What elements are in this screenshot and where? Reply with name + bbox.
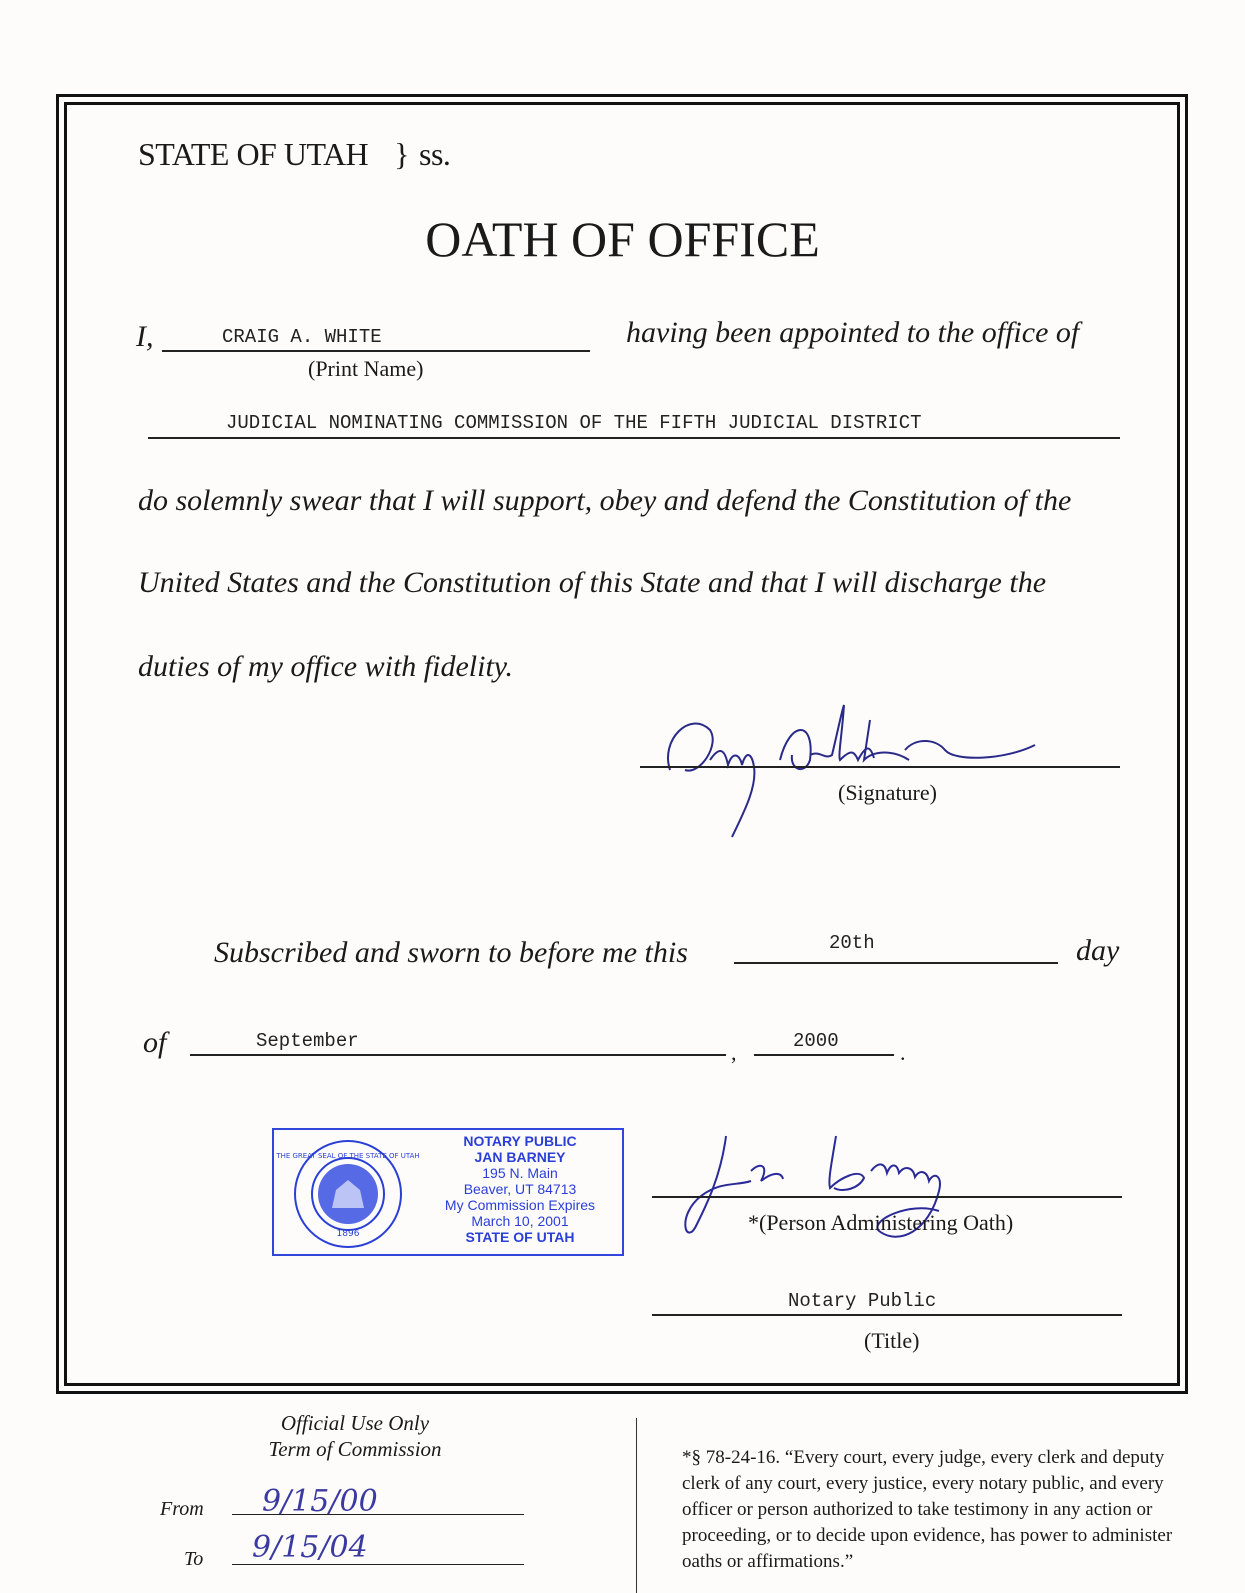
office-line [148, 437, 1120, 439]
print-name-line [162, 350, 590, 352]
office-value: JUDICIAL NOMINATING COMMISSION OF THE FIFTH JUDICIAL DISTRICT [226, 412, 922, 434]
stamp-line-1: NOTARY PUBLIC [463, 1133, 577, 1149]
notary-signature [676, 1126, 1036, 1256]
oath-line-1: do solemnly swear that I will support, obey and defend the Constitution of the [138, 484, 1072, 517]
footer-divider [636, 1418, 637, 1593]
administering-label: *(Person Administering Oath) [748, 1210, 1014, 1235]
day-value: 20th [829, 932, 875, 954]
oath-line-2: United States and the Constitution of this State and that I will discharge the [138, 566, 1047, 599]
month-value: September [256, 1030, 359, 1052]
official-use-line-2: Term of Commission [268, 1437, 442, 1461]
svg-text:THE GREAT SEAL OF THE STATE OF: THE GREAT SEAL OF THE STATE OF UTAH [276, 1152, 420, 1160]
year-line [754, 1054, 894, 1056]
svg-text:1896: 1896 [336, 1229, 360, 1239]
statute-footnote: *§ 78-24-16. “Every court, every judge, every clerk and deputy clerk of any court, every justice, every notary public, and every officer or person authorized to take testimony in any action or proceeding, or to decide upon evidence, has power to administer oaths or affirmations.” [682, 1447, 1173, 1572]
official-use-heading [240, 1410, 470, 1462]
day-line [734, 962, 1058, 964]
utah-state-seal [276, 1138, 420, 1250]
from-value: 9/15/00 [262, 1484, 378, 1519]
official-use-line-1: Official Use Only [280, 1411, 430, 1435]
title-line [652, 1314, 1122, 1316]
state-heading [138, 136, 450, 173]
from-label: From [160, 1498, 204, 1520]
day-label: day [1076, 934, 1120, 967]
ss-label: ss. [419, 136, 451, 172]
stamp-line-2: JAN BARNEY [474, 1149, 566, 1165]
to-line [232, 1564, 524, 1565]
title-label: (Title) [864, 1328, 920, 1353]
i-prefix: I, [136, 320, 154, 353]
having-appointed-text: having been appointed to the office of [626, 316, 1080, 349]
signature-label: (Signature) [838, 780, 937, 805]
print-name-label: (Print Name) [308, 356, 424, 381]
oath-taker-signature [640, 700, 1030, 815]
document-title: OATH OF OFFICE [425, 211, 820, 267]
stamp-line-6: March 10, 2001 [471, 1213, 569, 1229]
comma: , [731, 1040, 737, 1065]
from-line [232, 1514, 524, 1515]
stamp-line-5: My Commission Expires [444, 1197, 596, 1213]
oath-line-3: duties of my office with fidelity. [138, 650, 513, 683]
notary-stamp-text [420, 1133, 620, 1245]
print-name-value: CRAIG A. WHITE [222, 326, 382, 348]
period: . [900, 1040, 906, 1065]
signature-line [640, 766, 1120, 768]
brace: } [394, 136, 410, 172]
to-value: 9/15/04 [252, 1530, 368, 1565]
to-label: To [184, 1548, 204, 1570]
state-name: STATE OF UTAH [138, 136, 369, 172]
administering-line [652, 1196, 1122, 1198]
stamp-line-7: STATE OF UTAH [465, 1229, 575, 1245]
year-value: 2000 [793, 1030, 839, 1052]
stamp-line-3: 195 N. Main [482, 1165, 558, 1181]
of-label: of [143, 1026, 167, 1059]
month-line [190, 1054, 726, 1056]
title-value: Notary Public [788, 1290, 937, 1312]
subscribed-text: Subscribed and sworn to before me this [214, 936, 688, 969]
stamp-line-4: Beaver, UT 84713 [463, 1181, 577, 1197]
